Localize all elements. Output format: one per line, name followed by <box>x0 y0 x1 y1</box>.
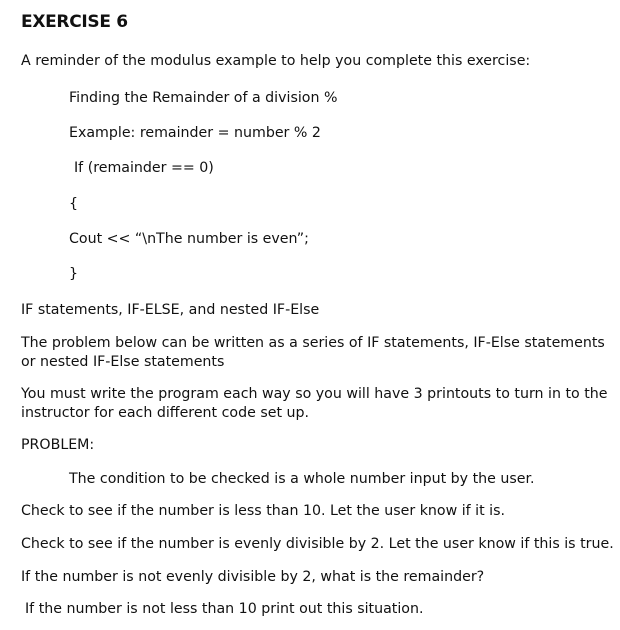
problem-intro: The condition to be checked is a whole number input by the user. <box>69 471 535 487</box>
example-line-description: Finding the Remainder of a division % <box>69 90 338 106</box>
task-item: Check to see if the number is evenly divisible by 2. Let the user know if this is true. <box>21 536 614 552</box>
task-item: If the number is not less than 10 print out this situation. <box>25 601 424 617</box>
intro-text: A reminder of the modulus example to help you complete this exercise: <box>21 53 531 69</box>
task-item: Check to see if the number is less than 10. Let the user know if it is. <box>21 503 506 519</box>
paragraph-printouts: You must write the program each way so you will have 3 printouts to turn in to the instructor for each different code set up. <box>21 386 608 421</box>
example-line-close-brace: } <box>69 266 79 282</box>
example-line-cout: Cout << “\nThe number is even”; <box>69 231 309 247</box>
example-line-expression: Example: remainder = number % 2 <box>69 125 321 141</box>
paragraph-approaches: The problem below can be written as a series of IF statements, IF-Else statements or nested IF-Else statements <box>21 335 605 370</box>
task-item: If the number is not evenly divisible by 2, what is the remainder? <box>21 569 485 585</box>
exercise-title: EXERCISE 6 <box>21 12 128 32</box>
example-line-if: If (remainder == 0) <box>74 160 214 176</box>
problem-label: PROBLEM: <box>21 437 95 453</box>
example-line-open-brace: { <box>69 196 79 212</box>
section-heading: IF statements, IF-ELSE, and nested IF-Else <box>21 302 320 318</box>
